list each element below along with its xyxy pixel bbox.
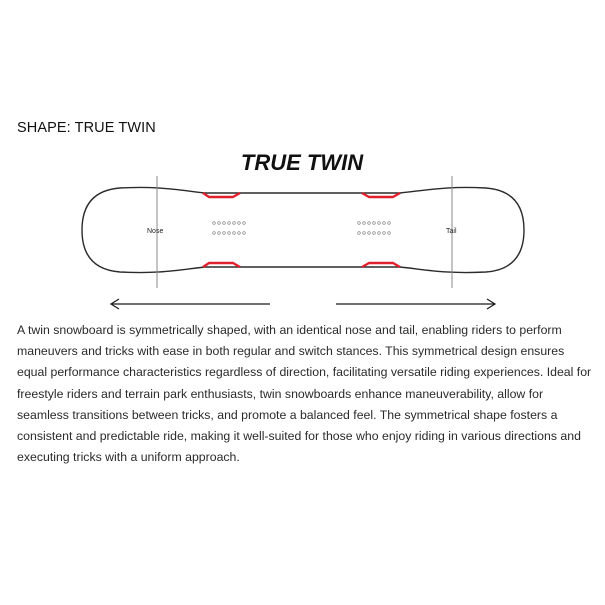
diagram-heading: TRUE TWIN bbox=[240, 150, 364, 175]
true-twin-diagram bbox=[0, 140, 605, 320]
binding-inserts-right bbox=[358, 222, 391, 235]
tail-label: Tail bbox=[446, 228, 457, 235]
nose-label: Nose bbox=[147, 228, 164, 235]
binding-inserts-left bbox=[213, 222, 246, 235]
arrow-left-icon bbox=[111, 299, 270, 309]
shape-description: A twin snowboard is symmetrically shaped, with an identical nose and tail, enabling riders to perform maneuvers and tricks with ease in both regular and switch stances. This symmetrical design ensures equal performance characteristics regardless of direction, facilitating versatile riding experiences. Ideal for freestyle riders and terrain park enthusiasts, twin snowboards enhance maneuverability, allow for seamless transitions between tricks, and promote a balanced feel. The symmetrical shape fosters a consistent and predictable ride, making it well-suited for those who enjoy riding in various directions and executing tricks with a uniform approach. bbox=[17, 323, 592, 465]
arrow-right-icon bbox=[336, 299, 495, 309]
snowboard-diagram-svg bbox=[0, 140, 605, 320]
section-title: SHAPE: TRUE TWIN bbox=[17, 120, 156, 136]
